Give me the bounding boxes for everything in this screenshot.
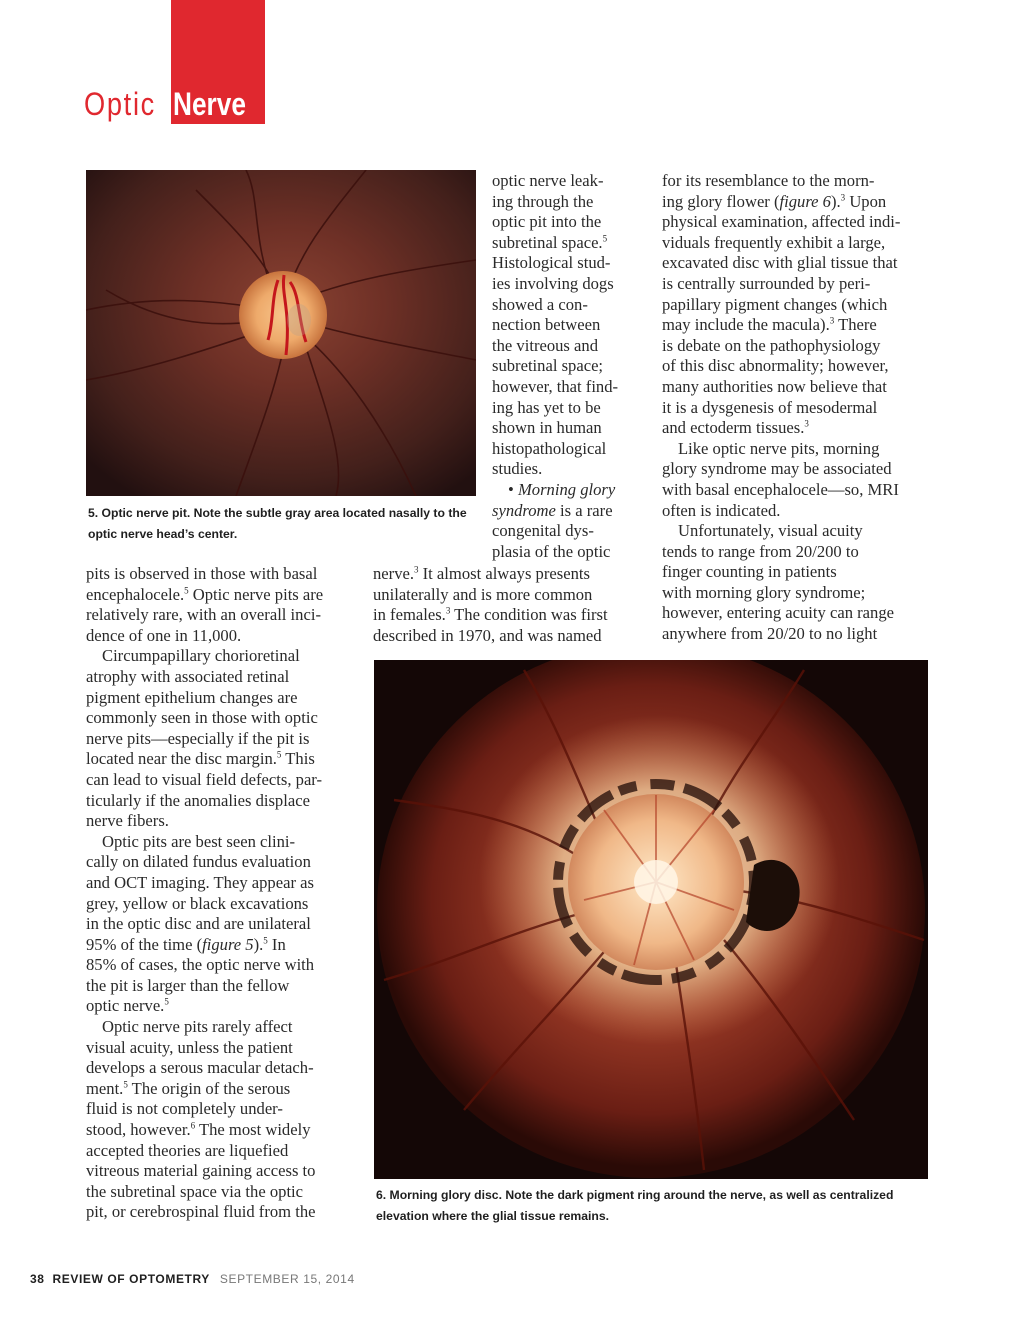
text-line — [86, 1161, 356, 1182]
text-run: of this disc abnormality; however, — [662, 356, 889, 376]
text-line — [86, 605, 356, 626]
text-run: with basal encephalocele—so, MRI — [662, 479, 899, 499]
text-line — [662, 315, 937, 336]
text-line — [86, 1141, 356, 1162]
text-line — [86, 708, 356, 729]
text-run: nection between — [492, 315, 601, 335]
figure-5-photo — [86, 170, 476, 496]
text-line — [86, 749, 356, 770]
text-line — [662, 542, 937, 563]
reference-superscript: 5 — [184, 585, 189, 596]
reference-superscript: 3 — [414, 564, 419, 575]
text-line — [662, 624, 937, 645]
text-run: pigment epithelium changes are — [86, 687, 298, 707]
text-run: Unfortunately, visual acuity — [678, 521, 863, 541]
text-line — [86, 832, 356, 853]
text-run: and ectoderm tissues. — [662, 418, 805, 438]
figure-6-photo — [374, 660, 928, 1179]
text-run: plasia of the optic — [492, 541, 611, 561]
text-run: and OCT imaging. They appear as — [86, 872, 314, 892]
section-title-bold: Nerve — [173, 86, 246, 122]
text-run: many authorities now believe that — [662, 376, 887, 396]
text-run: 85% of cases, the optic nerve with — [86, 955, 315, 975]
text-line — [86, 873, 356, 894]
text-run: studies. — [492, 459, 543, 479]
text-line — [492, 253, 642, 274]
text-run: described in 1970, and was named — [373, 625, 602, 645]
text-run: subretinal space; — [492, 356, 604, 376]
text-line — [373, 605, 648, 626]
text-line — [86, 1182, 356, 1203]
text-run: ies involving dogs — [492, 273, 614, 293]
text-line — [86, 1202, 356, 1223]
text-line — [86, 1038, 356, 1059]
text-run: it is a dysgenesis of mesodermal — [662, 397, 878, 417]
text-line — [86, 1017, 356, 1038]
text-line — [492, 295, 642, 316]
text-line — [492, 233, 642, 254]
text-run: dence of one in 11,000. — [86, 625, 242, 645]
text-run: This — [281, 749, 315, 769]
text-run: The condition was first — [450, 605, 608, 625]
italic-text: figure 5 — [202, 934, 254, 954]
text-run: stood, however. — [86, 1120, 191, 1140]
text-line — [662, 501, 937, 522]
text-run: subretinal space. — [492, 232, 603, 252]
text-line — [86, 770, 356, 791]
text-run: anywhere from 20/20 to no light — [662, 624, 878, 644]
column-right — [662, 171, 937, 645]
text-line — [373, 626, 648, 647]
text-run: optic nerve leak- — [492, 171, 604, 190]
text-line — [492, 398, 642, 419]
text-run: develops a serous macular detach- — [86, 1058, 314, 1078]
text-run: encephalocele. — [86, 584, 185, 604]
reference-superscript: 3 — [804, 418, 809, 429]
text-run: The most widely — [195, 1120, 311, 1140]
text-run: often is indicated. — [662, 500, 781, 520]
text-line — [86, 1079, 356, 1100]
text-line — [662, 171, 937, 192]
italic-text: syndrome — [492, 500, 556, 520]
text-run: There — [834, 315, 877, 335]
section-title — [84, 82, 246, 126]
text-run: showed a con- — [492, 294, 588, 314]
text-line — [492, 336, 642, 357]
text-line — [86, 955, 356, 976]
text-run: relatively rare, with an overall inci- — [86, 605, 321, 625]
text-line — [662, 233, 937, 254]
text-line — [662, 603, 937, 624]
text-line — [86, 894, 356, 915]
text-run: with morning glory syndrome; — [662, 582, 866, 602]
text-run: ment. — [86, 1078, 124, 1098]
text-run: Upon — [845, 191, 887, 211]
text-line — [86, 914, 356, 935]
text-line — [86, 791, 356, 812]
text-run: commonly seen in those with optic — [86, 708, 318, 728]
text-line — [662, 418, 937, 439]
text-run: is centrally surrounded by peri- — [662, 273, 871, 293]
reference-superscript: 3 — [829, 315, 835, 326]
text-run: the pit is larger than the fellow — [86, 975, 290, 995]
text-line — [662, 295, 937, 316]
text-run: ticularly if the anomalies displace — [86, 790, 310, 810]
column-left — [86, 564, 356, 1223]
reference-superscript: 5 — [164, 996, 169, 1007]
italic-text: Morning glory — [517, 479, 616, 499]
text-line — [86, 626, 356, 647]
text-run: 95% of the time ( — [86, 934, 203, 954]
text-line — [662, 212, 937, 233]
text-run: however, entering acuity can range — [662, 603, 894, 623]
text-run: nerve pits—especially if the pit is — [86, 728, 310, 748]
text-line — [662, 377, 937, 398]
text-line — [492, 377, 642, 398]
magazine-name: REVIEW OF OPTOMETRY — [52, 1272, 210, 1286]
text-run: Circumpapillary chorioretinal — [102, 646, 300, 666]
text-run: may include the macula). — [662, 315, 830, 335]
page-footer — [30, 1272, 355, 1286]
text-run: tends to range from 20/200 to — [662, 541, 859, 561]
column-middle-top — [492, 171, 642, 562]
text-line — [86, 564, 356, 585]
text-line — [662, 356, 937, 377]
text-line — [86, 935, 356, 956]
text-line — [86, 1099, 356, 1120]
text-line — [86, 729, 356, 750]
text-run: viduals frequently exhibit a large, — [662, 232, 886, 252]
text-line — [492, 542, 642, 563]
text-run: is debate on the pathophysiology — [662, 335, 881, 355]
text-line — [492, 356, 642, 377]
text-run: nerve. — [373, 564, 414, 583]
text-run: glory syndrome may be associated — [662, 459, 892, 479]
text-run: can lead to visual field defects, par- — [86, 769, 323, 789]
text-line — [86, 976, 356, 997]
text-line — [662, 253, 937, 274]
text-line — [86, 585, 356, 606]
text-line — [86, 1120, 356, 1141]
text-run: congenital dys- — [492, 521, 594, 541]
text-run: cally on dilated fundus evaluation — [86, 852, 311, 872]
text-line — [492, 315, 642, 336]
text-run: It almost always presents — [418, 564, 590, 583]
text-line — [492, 459, 642, 480]
text-line — [86, 646, 356, 667]
section-title-light: Optic — [84, 86, 156, 122]
text-line — [373, 585, 648, 606]
text-run: In — [267, 934, 286, 954]
reference-superscript: 5 — [276, 749, 282, 760]
text-run: in females. — [373, 605, 446, 625]
column-middle-bottom — [373, 564, 648, 646]
text-line — [662, 480, 937, 501]
text-line — [86, 852, 356, 873]
text-run: shown in human — [492, 418, 602, 438]
text-run: visual acuity, unless the patient — [86, 1037, 293, 1057]
text-run: ing through the — [492, 191, 594, 211]
text-run: in the optic disc and are unilateral — [86, 914, 311, 934]
text-run: The origin of the serous — [127, 1078, 291, 1098]
issue-date: SEPTEMBER 15, 2014 — [219, 1272, 355, 1286]
text-run: the vitreous and — [492, 335, 598, 355]
text-run: optic nerve. — [86, 996, 165, 1016]
text-line — [662, 192, 937, 213]
text-run: • — [508, 479, 518, 499]
text-run: ). — [830, 191, 841, 211]
text-line — [662, 439, 937, 460]
text-line — [86, 811, 356, 832]
text-run: physical examination, affected indi- — [662, 212, 901, 232]
text-line — [662, 583, 937, 604]
reference-superscript: 3 — [445, 605, 451, 616]
text-run: nerve fibers. — [86, 811, 169, 831]
page-number: 38 — [30, 1272, 45, 1286]
text-run: finger counting in patients — [662, 562, 837, 582]
text-run: papillary pigment changes (which — [662, 294, 888, 314]
text-line — [86, 1058, 356, 1079]
text-line — [373, 564, 648, 585]
text-line — [492, 212, 642, 233]
reference-superscript: 3 — [840, 192, 846, 203]
text-run: located near the disc margin. — [86, 749, 277, 769]
text-run: is a rare — [555, 500, 613, 520]
text-run: optic pit into the — [492, 212, 602, 232]
text-line — [492, 521, 642, 542]
text-run: unilaterally and is more common — [373, 584, 593, 604]
text-line — [86, 667, 356, 688]
text-run: histopathological — [492, 438, 607, 458]
figure-6-caption: 6. Morning glory disc. Note the dark pigment ring around the nerve, as well as centralized elevation where the glial tissue remains. — [376, 1188, 894, 1223]
text-run: Optic nerve pits are — [188, 584, 324, 604]
reference-superscript: 5 — [263, 935, 268, 946]
text-run: however, that find- — [492, 376, 619, 396]
text-line — [662, 562, 937, 583]
text-line — [492, 480, 642, 501]
text-run: Like optic nerve pits, morning — [678, 438, 880, 458]
text-run: ). — [253, 934, 264, 954]
reference-superscript: 6 — [190, 1120, 196, 1131]
text-run: vitreous material gaining access to — [86, 1161, 316, 1181]
text-run: pits is observed in those with basal — [86, 564, 318, 583]
text-run: ing glory flower ( — [662, 191, 780, 211]
reference-superscript: 5 — [602, 233, 608, 244]
figure-5-caption: 5. Optic nerve pit. Note the subtle gray area located nasally to the optic nerve head’s center. — [88, 506, 467, 541]
text-line — [492, 439, 642, 460]
text-line — [662, 398, 937, 419]
text-line — [662, 274, 937, 295]
text-line — [492, 274, 642, 295]
text-line — [492, 501, 642, 522]
text-run: Histological stud- — [492, 253, 611, 273]
text-line — [492, 192, 642, 213]
text-run: accepted theories are liquefied — [86, 1140, 289, 1160]
text-run: the subretinal space via the optic — [86, 1181, 304, 1201]
text-run: for its resemblance to the morn- — [662, 171, 875, 190]
text-run: excavated disc with glial tissue that — [662, 253, 898, 273]
text-run: ing has yet to be — [492, 397, 601, 417]
text-line — [86, 688, 356, 709]
text-line — [662, 459, 937, 480]
text-line — [662, 336, 937, 357]
text-run: Optic pits are best seen clini- — [102, 831, 296, 851]
text-line — [86, 996, 356, 1017]
reference-superscript: 5 — [123, 1079, 128, 1090]
text-run: grey, yellow or black excavations — [86, 893, 309, 913]
italic-text: figure 6 — [779, 191, 831, 211]
text-run: pit, or cerebrospinal fluid from the — [86, 1202, 316, 1222]
text-run: atrophy with associated retinal — [86, 666, 290, 686]
text-line — [662, 521, 937, 542]
text-line — [492, 418, 642, 439]
text-line — [492, 171, 642, 192]
text-run: fluid is not completely under- — [86, 1099, 283, 1119]
text-run: Optic nerve pits rarely affect — [102, 1017, 293, 1037]
